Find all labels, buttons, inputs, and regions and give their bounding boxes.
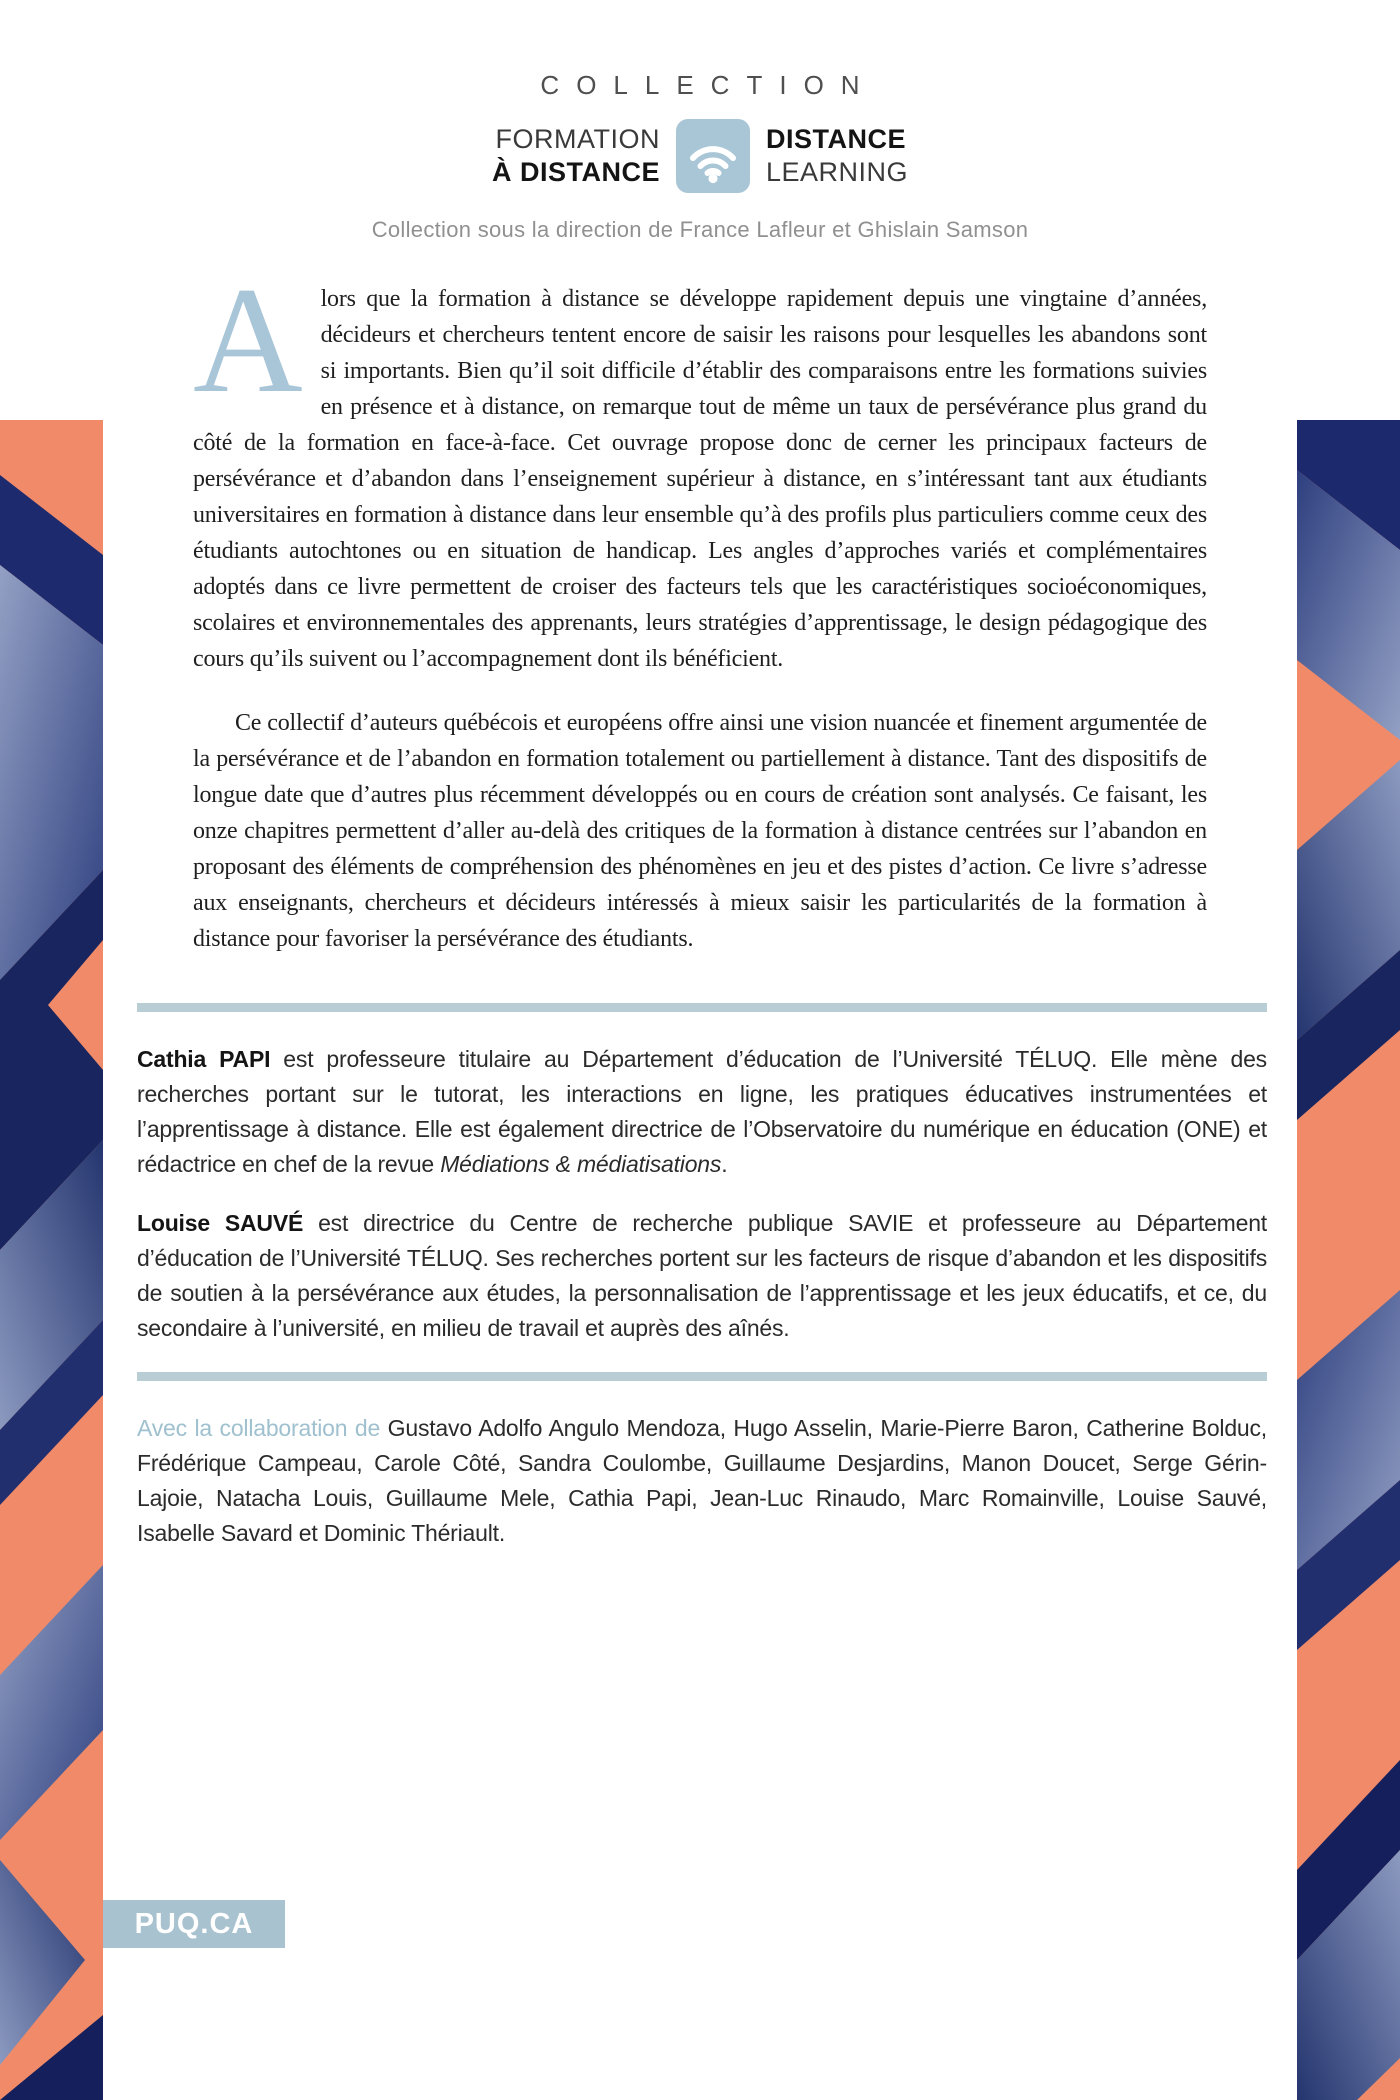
- puq-website-badge[interactable]: PUQ.CA: [103, 1900, 285, 1948]
- wifi-icon: [676, 119, 750, 193]
- logo-french-title: [492, 123, 660, 189]
- synopsis-section: [0, 243, 1400, 957]
- collaboration-lead-label: Avec la collaboration de: [137, 1415, 381, 1441]
- bio-cathia-papi: [137, 1042, 1267, 1182]
- collection-direction-line: Collection sous la direction de France Lafleur et Ghislain Samson: [371, 217, 1029, 242]
- collaborators-names: Gustavo Adolfo Angulo Mendoza, Hugo Asselin, Marie-Pierre Baron, Catherine Bolduc, Frédérique Campeau, Carole Côté, Sandra Coulombe, Guillaume Desjardins, Manon Doucet, Serge Gérin-Lajoie, Natacha Louis, Guillaume Mele, Cathia Papi, Jean-Luc Rinaudo, Marc Romainville, Louise Sauvé, Isabelle Savard et Dominic Thériault.: [137, 1415, 1267, 1546]
- synopsis-paragraph-1-text: lors que la formation à distance se développe rapidement depuis une vingtaine d’années, décideurs et chercheurs tentent encore de saisir les raisons pour lesquelles les abandons sont si importants. Bien qu’il soit difficile d’établir des comparaisons entre les formations suivies en présence et à distance, on remarque tout de même un taux de persévérance plus grand du côté de la formation en face-à-face. Cet ouvrage propose donc de cerner les principaux facteurs de persévérance et d’abandon dans l’enseignement supérieur à distance, en s’intéressant tant aux étudiants universitaires en formation à distance dans leur ensemble qu’à des profils plus particuliers comme ceux des étudiants autochtones ou en situation de handicap. Les angles d’approches variés et complémentaires adoptés dans ce livre permettent de croiser des facteurs tels que les caractéristiques socioéconomiques, scolaires et environnementales des apprenants, leurs stratégies d’apprentissage, le design pédagogique des cours qu’ils suivent ou l’accompagnement dont ils bénéficient.: [193, 286, 1207, 672]
- logo-english-title: [766, 123, 908, 189]
- synopsis-paragraph-2: Ce collectif d’auteurs québécois et européens offre ainsi une vision nuancée et finement argumentée de la persévérance et de l’abandon en formation totalement ou partiellement à distance. Tant des dispositifs de longue date que d’autres plus récemment développés ou en cours de création sont analysés. Ce faisant, les onze chapitres permettent d’aller au-delà des critiques de la formation à distance centrées sur l’abandon en proposant des éléments de compréhension des phénomènes en jeu et des pistes d’action. Ce livre s’adresse aux enseignants, chercheurs et décideurs intéressés à mieux saisir les particularités de la formation à distance pour favoriser la persévérance des étudiants.: [193, 710, 1207, 952]
- collection-label: COLLECTION: [540, 70, 877, 100]
- collaborators-section: [0, 1381, 1400, 1551]
- author-bios-section: [0, 1012, 1400, 1346]
- bio2-text: est directrice du Centre de recherche publique SAVIE et professeure au Département d’éducation de l’Université TÉLUQ. Ses recherches portent sur les facteurs de risque d’abandon et les dispositifs de soutien à la persévérance aux études, la personnalisation de l’apprentissage et les jeux éducatifs, et ce, du secondaire à l’université, en milieu de travail et auprès des aînés.: [137, 1210, 1267, 1341]
- logo-formation-line: FORMATION: [495, 124, 660, 154]
- bio2-author-name: Louise SAUVÉ: [137, 1210, 304, 1236]
- bio1-period: .: [721, 1151, 728, 1177]
- wifi-icon-glyph: [676, 119, 750, 193]
- collection-header: [0, 0, 1400, 243]
- collaborators-paragraph: [137, 1411, 1267, 1551]
- logo-distance-line: DISTANCE: [765, 124, 906, 154]
- collection-logo: [0, 119, 1400, 193]
- bio1-text: est professeure titulaire au Département d’éducation de l’Université TÉLUQ. Elle mène des recherches portant sur le tutorat, les interactions en ligne, les pratiques éducatives instrumentées et l’apprentissage à distance. Elle est également directrice de l’Observatoire du numérique en éducation (ONE) et rédactrice en chef de la revue: [137, 1046, 1267, 1177]
- divider-rule-top: [137, 1003, 1267, 1012]
- bio1-author-name: Cathia PAPI: [137, 1046, 271, 1072]
- bio-louise-sauve: [137, 1206, 1267, 1346]
- logo-a-distance-line: À DISTANCE: [491, 157, 660, 187]
- bio1-journal-title: Médiations & médiatisations: [440, 1151, 722, 1177]
- divider-rule-bottom: [137, 1372, 1267, 1381]
- dropcap-letter: A: [193, 256, 303, 424]
- synopsis-paragraph-1: [193, 256, 1207, 677]
- logo-learning-line: LEARNING: [765, 157, 909, 187]
